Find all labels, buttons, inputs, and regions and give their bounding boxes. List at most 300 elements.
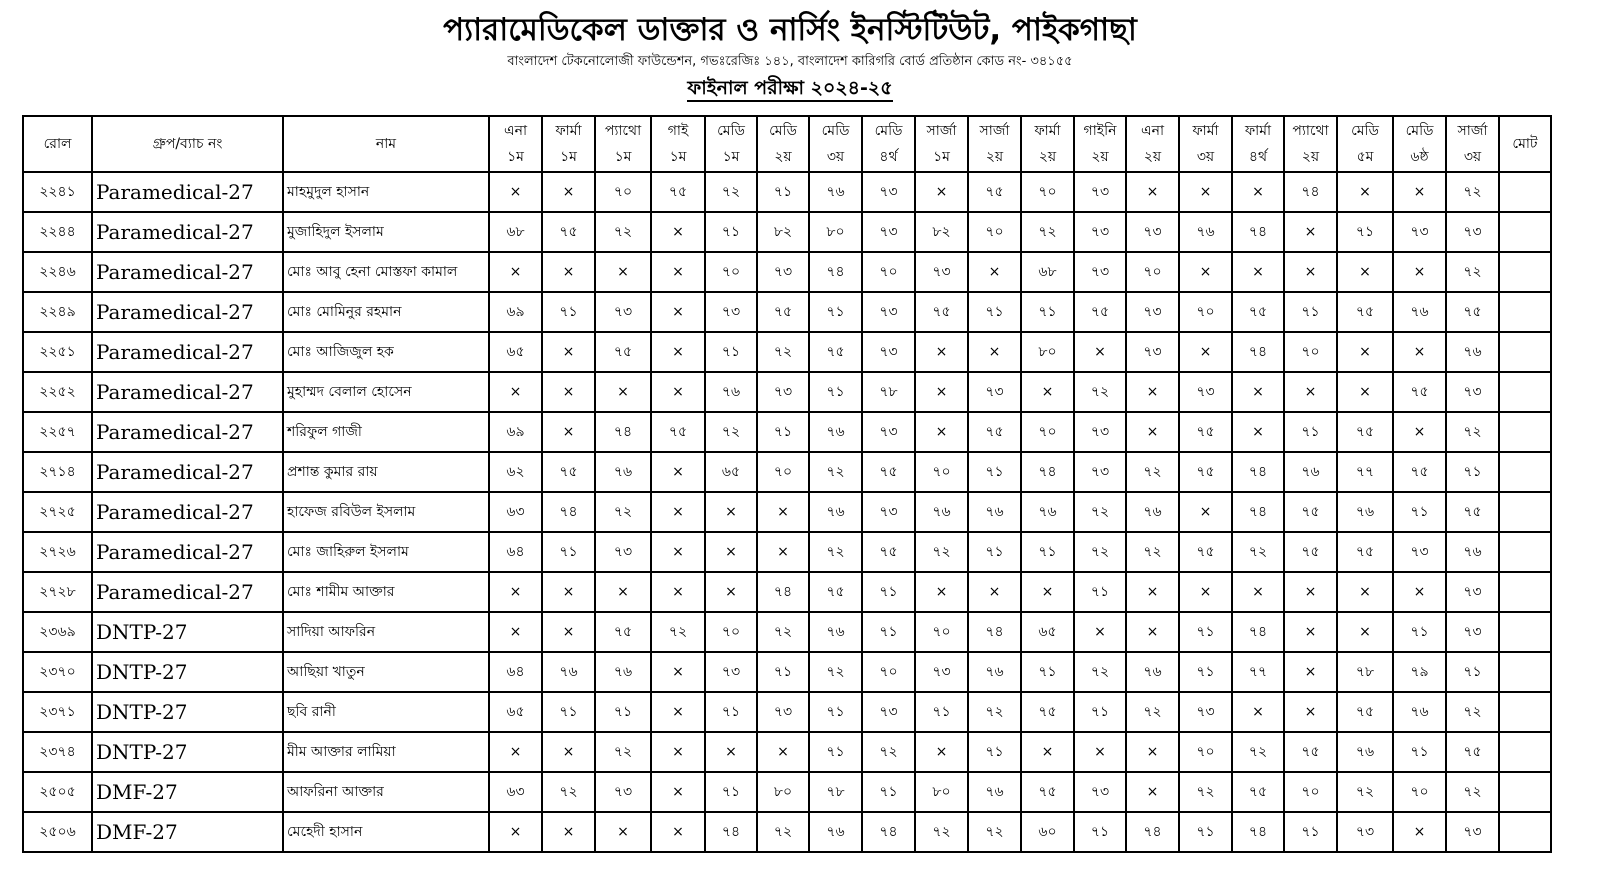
score-cell: ৭৩ (1074, 212, 1126, 252)
subject-name: ফার্মা (1034, 123, 1061, 139)
exam-heading-text: ফাইনাল পরীক্ষা ২০২৪-২৫ (687, 77, 892, 102)
score-cell: ৭২ (542, 772, 595, 812)
subject-part: ২য় (1143, 149, 1162, 165)
score-cell: ৭২ (1446, 172, 1499, 212)
group-cell: Paramedical-27 (92, 172, 283, 212)
table-row (23, 412, 1551, 452)
score-cell: × (651, 452, 705, 492)
score-cell: × (915, 732, 968, 772)
subject-part: ১ম (933, 149, 950, 165)
score-cell: ৭৬ (809, 812, 862, 852)
score-cell: ৭০ (862, 252, 915, 292)
subject-part: ২য় (1091, 149, 1109, 165)
score-cell: × (915, 572, 968, 612)
score-cell: ৭৫ (968, 172, 1021, 212)
score-cell: ৭৬ (705, 372, 757, 412)
score-cell: × (757, 492, 809, 532)
score-cell: ৭৭ (1232, 652, 1284, 692)
group-cell: Paramedical-27 (92, 452, 283, 492)
score-cell: ৭৪ (1284, 172, 1337, 212)
score-cell: ৭৪ (1021, 452, 1074, 492)
subject-part: ১ম (507, 149, 524, 165)
score-cell: ৭৪ (595, 412, 651, 452)
score-cell: × (651, 252, 705, 292)
score-cell: ৭৩ (862, 412, 915, 452)
score-cell: ৭১ (968, 292, 1021, 332)
score-cell: ৭০ (1179, 732, 1232, 772)
name-cell: মোঃ আবু হেনা মোস্তফা কামাল (283, 252, 489, 292)
score-cell: ৭৫ (809, 332, 862, 372)
score-cell: × (1284, 572, 1337, 612)
score-cell: ৭৬ (809, 172, 862, 212)
score-cell: ৭৬ (809, 492, 862, 532)
score-cell: × (651, 532, 705, 572)
score-cell: × (1393, 572, 1446, 612)
score-cell: ৬৮ (1021, 252, 1074, 292)
score-cell: × (651, 772, 705, 812)
group-cell: Paramedical-27 (92, 532, 283, 572)
score-cell: ৭২ (1126, 452, 1179, 492)
subject-name: সার্জা (1457, 123, 1488, 139)
score-cell: × (595, 252, 651, 292)
column-header-name: নাম (283, 116, 489, 172)
subject-name: মেডি (821, 123, 850, 139)
score-cell: × (705, 572, 757, 612)
column-header-subject (862, 116, 915, 172)
score-cell: ৭৫ (651, 172, 705, 212)
score-cell: × (1337, 332, 1393, 372)
score-cell: × (1232, 172, 1284, 212)
score-cell: ৭১ (1074, 812, 1126, 852)
score-cell: ৭০ (968, 212, 1021, 252)
group-cell: Paramedical-27 (92, 332, 283, 372)
score-cell: ৭২ (1074, 372, 1126, 412)
score-cell: ৭১ (968, 452, 1021, 492)
total-cell (1499, 612, 1551, 652)
table-row (23, 652, 1551, 692)
score-cell: ৭১ (705, 692, 757, 732)
score-cell: ৬০ (1021, 812, 1074, 852)
score-cell: ৭১ (809, 292, 862, 332)
score-cell: ৭২ (1446, 412, 1499, 452)
score-cell: ৭১ (809, 692, 862, 732)
score-cell: ৭৪ (705, 812, 757, 852)
score-cell: ৭২ (1179, 772, 1232, 812)
score-cell: × (1126, 172, 1179, 212)
score-cell: × (1126, 372, 1179, 412)
score-cell: × (1284, 212, 1337, 252)
subject-name: সার্জা (926, 123, 957, 139)
score-cell: × (651, 572, 705, 612)
score-cell: ৭১ (542, 532, 595, 572)
roll-cell: ২২৪৯ (23, 292, 92, 332)
name-cell: প্রশান্ত কুমার রায় (283, 452, 489, 492)
score-cell: ৭১ (595, 692, 651, 732)
score-cell: ৭৩ (1393, 532, 1446, 572)
subject-name: এনা (503, 123, 528, 139)
score-cell: ৭০ (1179, 292, 1232, 332)
score-cell: × (1074, 332, 1126, 372)
score-cell: ৭৮ (862, 372, 915, 412)
column-header-roll: রোল (23, 116, 92, 172)
table-row (23, 372, 1551, 412)
score-cell: ৭৩ (1446, 812, 1499, 852)
name-cell: মুহাম্মদ বেলাল হোসেন (283, 372, 489, 412)
score-cell: ৭৬ (1126, 652, 1179, 692)
score-cell: ৭৫ (915, 292, 968, 332)
roll-cell: ২২৫৭ (23, 412, 92, 452)
roll-cell: ২২৪৬ (23, 252, 92, 292)
score-cell: ৭৪ (1232, 332, 1284, 372)
score-cell: ৭২ (862, 732, 915, 772)
score-cell: × (651, 372, 705, 412)
score-cell: ৭০ (705, 612, 757, 652)
score-cell: ৮২ (757, 212, 809, 252)
result-table (22, 115, 1552, 853)
score-cell: ৭৩ (862, 172, 915, 212)
score-cell: ৭৫ (595, 332, 651, 372)
roll-cell: ২৩৭৪ (23, 732, 92, 772)
score-cell: ৭৩ (1074, 172, 1126, 212)
name-cell: মোঃ মোমিনুর রহমান (283, 292, 489, 332)
score-cell: ৭১ (705, 772, 757, 812)
score-cell: × (542, 812, 595, 852)
score-cell: ৭৩ (1126, 292, 1179, 332)
score-cell: ৭৪ (809, 252, 862, 292)
subject-name: মেডি (874, 123, 903, 139)
score-cell: × (968, 332, 1021, 372)
score-cell: ৭০ (1284, 332, 1337, 372)
score-cell: ৭৮ (809, 772, 862, 812)
score-cell: ৭০ (757, 452, 809, 492)
score-cell: ৭২ (915, 812, 968, 852)
score-cell: ৭২ (1126, 692, 1179, 732)
score-cell: × (1337, 172, 1393, 212)
table-row (23, 452, 1551, 492)
subject-name: মেডি (1351, 123, 1379, 139)
score-cell: × (705, 732, 757, 772)
score-cell: ৭৫ (1446, 292, 1499, 332)
score-cell: ৭১ (1021, 532, 1074, 572)
total-cell (1499, 252, 1551, 292)
score-cell: ৭৪ (757, 572, 809, 612)
score-cell: ৬৯ (489, 292, 542, 332)
score-cell: × (1126, 572, 1179, 612)
score-cell: ৭২ (1074, 652, 1126, 692)
score-cell: × (651, 692, 705, 732)
score-cell: ৭৩ (862, 332, 915, 372)
score-cell: ৭২ (757, 612, 809, 652)
score-cell: × (1337, 572, 1393, 612)
roll-cell: ২৩৭০ (23, 652, 92, 692)
score-cell: ৭২ (1232, 732, 1284, 772)
group-cell: Paramedical-27 (92, 572, 283, 612)
total-cell (1499, 572, 1551, 612)
total-cell (1499, 292, 1551, 332)
name-cell: সাদিয়া আফরিন (283, 612, 489, 652)
score-cell: × (1074, 612, 1126, 652)
group-cell: DNTP-27 (92, 732, 283, 772)
score-cell: × (968, 572, 1021, 612)
roll-cell: ২৭২৮ (23, 572, 92, 612)
score-cell: ৭২ (651, 612, 705, 652)
score-cell: × (489, 732, 542, 772)
score-cell: ৭৫ (1179, 532, 1232, 572)
score-cell: × (1393, 412, 1446, 452)
total-cell (1499, 212, 1551, 252)
score-cell: × (1284, 372, 1337, 412)
group-cell: DNTP-27 (92, 612, 283, 652)
score-cell: ৭৩ (757, 372, 809, 412)
subject-part: ১ম (560, 149, 577, 165)
score-cell: ৭২ (809, 532, 862, 572)
subject-name: মেডি (769, 123, 797, 139)
score-cell: ৭৩ (595, 772, 651, 812)
total-cell (1499, 412, 1551, 452)
score-cell: ৭৫ (809, 572, 862, 612)
score-cell: ৭৬ (1284, 452, 1337, 492)
score-cell: ৭১ (1284, 292, 1337, 332)
name-cell: মুজাহিদুল ইসলাম (283, 212, 489, 252)
score-cell: ৭৫ (1337, 292, 1393, 332)
column-header-subject (757, 116, 809, 172)
score-cell: ৭২ (809, 652, 862, 692)
name-cell: মোঃ জাহিরুল ইসলাম (283, 532, 489, 572)
score-cell: ৭০ (595, 172, 651, 212)
score-cell: ৭১ (1179, 612, 1232, 652)
score-cell: ৭৩ (595, 292, 651, 332)
score-cell: ৬৩ (489, 492, 542, 532)
score-cell: ৭১ (705, 332, 757, 372)
subject-name: ফার্মা (1192, 123, 1219, 139)
roll-cell: ২২৪১ (23, 172, 92, 212)
column-header-group: গ্রুপ/ব্যাচ নং (92, 116, 283, 172)
table-row (23, 172, 1551, 212)
table-row (23, 212, 1551, 252)
score-cell: ৭৩ (595, 532, 651, 572)
score-cell: ৭৩ (862, 292, 915, 332)
score-cell: ৭৯ (1393, 652, 1446, 692)
score-cell: × (915, 372, 968, 412)
score-cell: ৭১ (1021, 292, 1074, 332)
subject-part: ৪র্থ (879, 149, 898, 165)
subject-part: ৩য় (1196, 149, 1215, 165)
score-cell: × (489, 252, 542, 292)
score-cell: ৭২ (1446, 692, 1499, 732)
column-header-subject (809, 116, 862, 172)
score-cell: × (1126, 612, 1179, 652)
score-cell: ৭৩ (757, 252, 809, 292)
subject-name: প্যাথো (604, 123, 642, 139)
column-header-subject (542, 116, 595, 172)
score-cell: ৭৩ (862, 692, 915, 732)
table-row (23, 772, 1551, 812)
score-cell: × (1337, 612, 1393, 652)
score-cell: ৭৬ (1446, 332, 1499, 372)
column-header-subject (1284, 116, 1337, 172)
score-cell: × (1284, 692, 1337, 732)
column-header-subject (651, 116, 705, 172)
score-cell: × (1284, 252, 1337, 292)
score-cell: ৭৩ (915, 252, 968, 292)
subject-name: মেডি (1405, 123, 1434, 139)
score-cell: ৭১ (542, 692, 595, 732)
score-cell: ৭৩ (1393, 212, 1446, 252)
roll-cell: ২৩৭১ (23, 692, 92, 732)
score-cell: × (651, 332, 705, 372)
group-cell: DMF-27 (92, 772, 283, 812)
score-cell: × (489, 612, 542, 652)
score-cell: ৭২ (757, 332, 809, 372)
score-cell: ৭৬ (1337, 492, 1393, 532)
subject-part: ২য় (1301, 149, 1320, 165)
score-cell: ৭৫ (757, 292, 809, 332)
column-header-subject (1021, 116, 1074, 172)
score-cell: ৭৩ (1074, 772, 1126, 812)
score-cell: × (915, 332, 968, 372)
score-cell: ৭২ (705, 172, 757, 212)
score-cell: ৬৮ (489, 212, 542, 252)
name-cell: মীম আক্তার লামিয়া (283, 732, 489, 772)
name-cell: হাফেজ রবিউল ইসলাম (283, 492, 489, 532)
score-cell: ৬৪ (489, 532, 542, 572)
total-cell (1499, 372, 1551, 412)
score-cell: × (542, 732, 595, 772)
group-cell: Paramedical-27 (92, 292, 283, 332)
score-cell: × (1021, 732, 1074, 772)
score-cell: ৭৬ (1126, 492, 1179, 532)
score-cell: ৭৪ (1232, 212, 1284, 252)
score-cell: ৭৫ (862, 452, 915, 492)
score-cell: × (489, 372, 542, 412)
score-cell: ৭২ (1074, 492, 1126, 532)
table-row (23, 492, 1551, 532)
subject-name: গাই (667, 123, 689, 139)
score-cell: ৭৬ (542, 652, 595, 692)
subject-name: প্যাথো (1292, 123, 1329, 139)
score-cell: × (1179, 332, 1232, 372)
score-cell: ৭২ (968, 812, 1021, 852)
score-cell: ৭৩ (1126, 332, 1179, 372)
score-cell: ৭৫ (595, 612, 651, 652)
score-cell: ৭৩ (1446, 572, 1499, 612)
total-cell (1499, 532, 1551, 572)
total-cell (1499, 772, 1551, 812)
score-cell: × (595, 812, 651, 852)
score-cell: × (1393, 172, 1446, 212)
score-cell: × (705, 492, 757, 532)
score-cell: ৭৩ (1179, 372, 1232, 412)
score-cell: × (1179, 572, 1232, 612)
score-cell: ৭৫ (1232, 772, 1284, 812)
score-cell: ৭৫ (862, 532, 915, 572)
score-cell: ৭৪ (1232, 452, 1284, 492)
group-cell: Paramedical-27 (92, 412, 283, 452)
score-cell: × (1393, 252, 1446, 292)
score-cell: ৭১ (968, 732, 1021, 772)
subject-name: মেডি (717, 123, 745, 139)
name-cell: মেহেদী হাসান (283, 812, 489, 852)
score-cell: × (1179, 172, 1232, 212)
score-cell: ৭০ (862, 652, 915, 692)
name-cell: মোঃ আজিজুল হক (283, 332, 489, 372)
column-header-subject (489, 116, 542, 172)
score-cell: ৭২ (809, 452, 862, 492)
name-cell: আফরিনা আক্তার (283, 772, 489, 812)
score-cell: ৭১ (862, 612, 915, 652)
group-cell: Paramedical-27 (92, 212, 283, 252)
score-cell: × (489, 172, 542, 212)
table-row (23, 692, 1551, 732)
score-cell: ৭৬ (968, 492, 1021, 532)
table-row (23, 332, 1551, 372)
score-cell: × (915, 172, 968, 212)
total-cell (1499, 452, 1551, 492)
score-cell: ৭৩ (915, 652, 968, 692)
column-header-subject (595, 116, 651, 172)
score-cell: ৭১ (1074, 692, 1126, 732)
score-cell: × (1179, 492, 1232, 532)
score-cell: ৬৫ (489, 692, 542, 732)
score-cell: ৭৫ (1021, 692, 1074, 732)
score-cell: ৭১ (915, 692, 968, 732)
score-cell: ৭৬ (1179, 212, 1232, 252)
subject-name: সার্জা (979, 123, 1010, 139)
score-cell: ৭৬ (809, 412, 862, 452)
score-cell: ৭১ (1284, 412, 1337, 452)
subject-part: ২য় (774, 149, 792, 165)
score-cell: × (1232, 372, 1284, 412)
score-cell: ৭২ (1021, 212, 1074, 252)
score-cell: ৭০ (1021, 172, 1074, 212)
score-cell: ৭৫ (1337, 412, 1393, 452)
score-cell: ৭১ (809, 732, 862, 772)
subject-part: ৫ম (1356, 149, 1374, 165)
score-cell: ৭৫ (1284, 492, 1337, 532)
score-cell: ৭৫ (1337, 692, 1393, 732)
score-cell: × (489, 812, 542, 852)
score-cell: ৭২ (757, 812, 809, 852)
score-cell: ৬৪ (489, 652, 542, 692)
score-cell: ৮০ (757, 772, 809, 812)
score-cell: × (1021, 372, 1074, 412)
subject-part: ৬ষ্ঠ (1410, 149, 1429, 165)
column-header-subject (1232, 116, 1284, 172)
score-cell: ৭৬ (809, 612, 862, 652)
score-cell: × (757, 532, 809, 572)
score-cell: × (968, 252, 1021, 292)
score-cell: ৭১ (542, 292, 595, 332)
score-cell: ৮০ (915, 772, 968, 812)
score-cell: ৭৫ (1021, 772, 1074, 812)
score-cell: × (542, 252, 595, 292)
score-cell: ৭১ (1446, 652, 1499, 692)
score-cell: ৭৪ (1232, 492, 1284, 532)
score-cell: ৭১ (1337, 212, 1393, 252)
score-cell: ৭৩ (1074, 452, 1126, 492)
score-cell: ৭৩ (1337, 812, 1393, 852)
score-cell: ৭১ (1393, 612, 1446, 652)
column-header-subject (705, 116, 757, 172)
score-cell: ৭৫ (1337, 532, 1393, 572)
score-cell: × (1284, 652, 1337, 692)
score-cell: ৭১ (1393, 492, 1446, 532)
table-row (23, 612, 1551, 652)
total-cell (1499, 332, 1551, 372)
score-cell: × (1337, 252, 1393, 292)
total-cell (1499, 492, 1551, 532)
score-cell: × (651, 292, 705, 332)
